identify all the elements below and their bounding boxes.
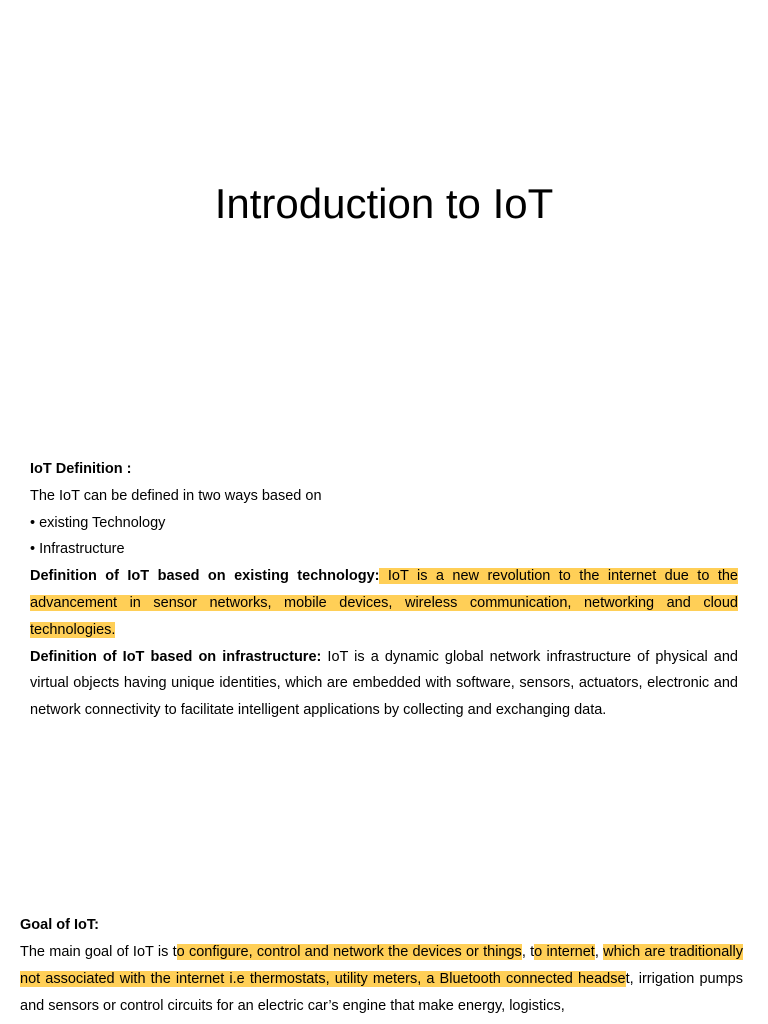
- goal-paragraph: [20, 939, 743, 1020]
- goal-text-4: t, irrigation pumps and sensors or control circuits for an electric car’s engine that make energy, logistics,: [20, 971, 743, 1014]
- infra-definition-text: IoT is a dynamic global network infrastructure of physical and virtual objects having unique identities, which are embedded with software, sensors, actuators, electronic and network connectivity to facilitate intelligent applications by collecting and exchanging data.: [30, 648, 738, 719]
- tech-definition-paragraph: [30, 563, 738, 643]
- tech-definition-label: Definition of IoT based on existing technology:: [30, 568, 380, 585]
- goal-highlight-3: which are traditionally not associated with the internet i.e thermostats, utility meters, a Bluetooth connected headse: [20, 944, 743, 987]
- goal-section: [20, 912, 743, 1020]
- infra-definition-label: Definition of IoT based on infrastructure:: [30, 648, 322, 665]
- goal-highlight-2: o internet: [534, 944, 595, 960]
- goal-text-1: The main goal of IoT is t: [20, 944, 177, 960]
- page-title: Introduction to IoT: [214, 180, 554, 227]
- goal-text-2: , t: [521, 944, 535, 960]
- definition-intro: The IoT can be defined in two ways based on: [30, 487, 322, 504]
- tech-definition-text: IoT is a new revolution to the internet due to the advancement in sensor networks, mobile devices, wireless communication, networking and cloud technologies.: [30, 568, 738, 638]
- bullet-existing-technology: • existing Technology: [30, 514, 166, 531]
- definition-heading: IoT Definition :: [30, 461, 132, 477]
- goal-heading: Goal of IoT:: [20, 917, 99, 933]
- goal-text-3: ,: [594, 944, 604, 960]
- iot-definition-section: [30, 456, 738, 724]
- bullet-infrastructure: • Infrastructure: [30, 541, 125, 558]
- infra-definition-paragraph: [30, 644, 738, 724]
- goal-highlight-1: o configure, control and network the devices or things: [176, 944, 522, 960]
